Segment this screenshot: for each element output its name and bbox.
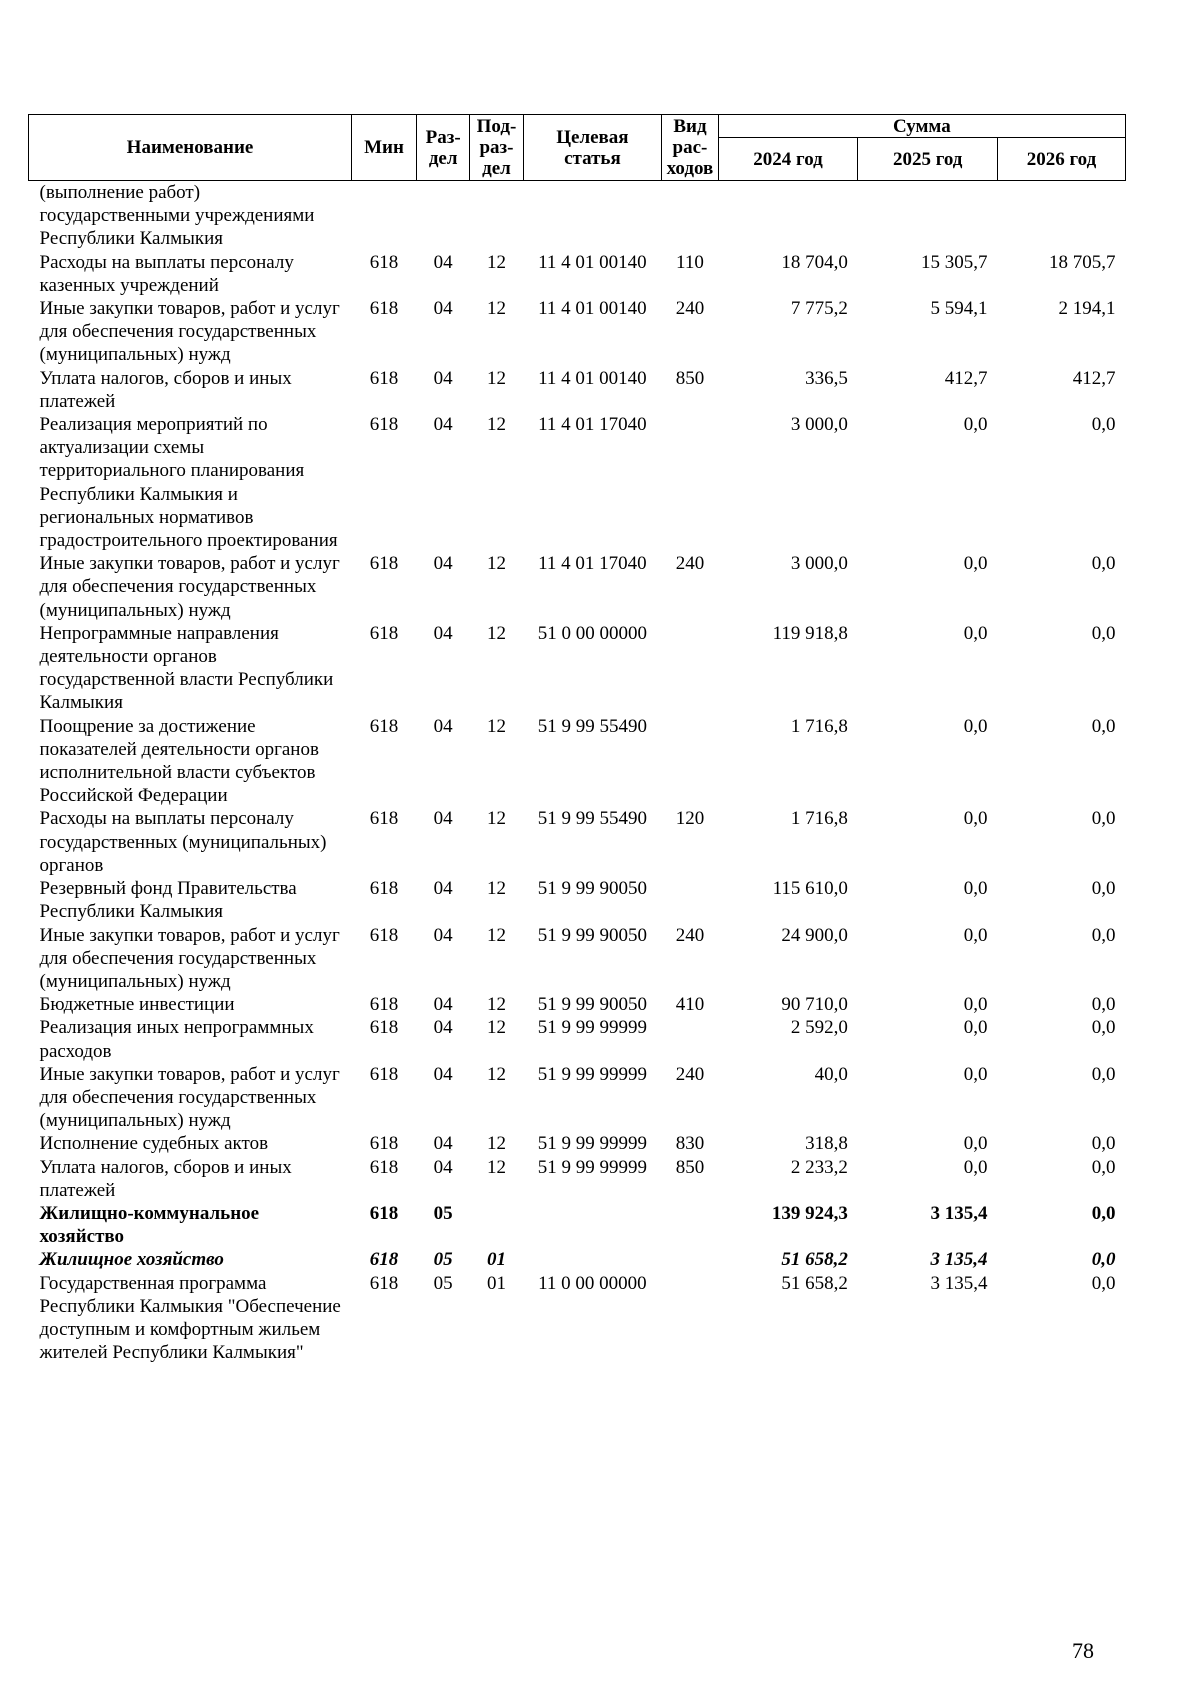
header-podrazdel: Под-раз-дел: [470, 115, 523, 181]
table-row: [29, 1156, 1126, 1202]
cell-2024: [718, 181, 858, 251]
cell-2024: 7 775,2: [790, 298, 848, 320]
cell-podrazdel: 12: [486, 1156, 506, 1178]
cell-expense-type: 240: [675, 298, 705, 320]
cell-razdel: 04: [433, 553, 453, 575]
cell-name: Резервный фонд Правительства Республики Калмыкия: [39, 878, 297, 923]
cell-2024: 51 658,2: [781, 1272, 848, 1294]
cell-2026: 0,0: [1091, 1017, 1116, 1039]
table-row: [29, 367, 1126, 413]
cell-2024: 2 233,2: [790, 1156, 848, 1178]
cell-name: Уплата налогов, сборов и иных платежей: [39, 367, 292, 412]
cell-expense-type: [662, 622, 719, 715]
header-target-article: Целевая статья: [523, 115, 662, 181]
table-header: [29, 115, 1126, 181]
header-name: Наименование: [29, 115, 352, 181]
table-row: [29, 622, 1126, 715]
cell-razdel: 04: [433, 414, 453, 436]
header-year-2025: 2025 год: [858, 138, 998, 181]
cell-razdel: 04: [433, 622, 453, 644]
cell-podrazdel: 01: [486, 1272, 506, 1294]
table-row: [29, 715, 1126, 808]
cell-target-article: 51 9 99 99999: [537, 1017, 648, 1039]
cell-expense-type: [662, 715, 719, 808]
cell-2026: 412,7: [1072, 367, 1116, 389]
cell-razdel: [417, 181, 470, 251]
cell-2025: 0,0: [963, 715, 988, 737]
budget-table-page: [28, 114, 1126, 1364]
page-number: 78: [1072, 1638, 1094, 1663]
cell-min: 618: [369, 1017, 399, 1039]
cell-2026: 0,0: [1091, 414, 1116, 436]
cell-razdel: 04: [433, 994, 453, 1016]
table-row: [29, 1063, 1126, 1133]
cell-name: Жилищное хозяйство: [39, 1249, 224, 1271]
cell-expense-type: [662, 1248, 719, 1271]
cell-min: 618: [369, 1202, 399, 1224]
cell-min: 618: [369, 298, 399, 320]
cell-razdel: 05: [433, 1249, 453, 1271]
cell-expense-type: 830: [675, 1133, 705, 1155]
cell-razdel: 04: [433, 251, 453, 273]
cell-2024: 51 658,2: [781, 1249, 848, 1271]
cell-2024: 115 610,0: [772, 878, 848, 900]
cell-2025: 15 305,7: [921, 251, 988, 273]
cell-2025: [858, 181, 998, 251]
cell-name: Реализация мероприятий по актуализации схемы территориального планирования Республики Калмыкия и региональных нормативов градостроительного проектирования: [39, 414, 338, 552]
cell-2026: 2 194,1: [1058, 298, 1116, 320]
cell-2025: 0,0: [963, 994, 988, 1016]
cell-2026: 0,0: [1091, 1156, 1116, 1178]
cell-min: 618: [369, 553, 399, 575]
table-row: [29, 1016, 1126, 1062]
cell-podrazdel: [470, 181, 523, 251]
cell-razdel: 04: [433, 924, 453, 946]
cell-razdel: 05: [433, 1202, 453, 1224]
cell-2026: [998, 181, 1126, 251]
cell-razdel: 04: [433, 1156, 453, 1178]
cell-name: (выполнение работ) государственными учреждениями Республики Калмыкия: [39, 182, 315, 250]
cell-expense-type: 850: [675, 367, 705, 389]
cell-podrazdel: 12: [486, 622, 506, 644]
cell-podrazdel: 12: [486, 808, 506, 830]
table-row: [29, 924, 1126, 994]
cell-name: Иные закупки товаров, работ и услуг для обеспечения государственных (муниципальных) нужд: [39, 298, 340, 366]
cell-2024: 2 592,0: [790, 1017, 848, 1039]
cell-2026: 0,0: [1091, 1202, 1116, 1224]
cell-2026: 0,0: [1091, 1272, 1116, 1294]
cell-target-article: 11 0 00 00000: [538, 1272, 647, 1294]
cell-name: Расходы на выплаты персоналу казенных учреждений: [39, 251, 294, 296]
cell-2025: 0,0: [963, 553, 988, 575]
cell-2025: 3 135,4: [930, 1249, 988, 1271]
cell-expense-type: [662, 181, 719, 251]
table-row: [29, 993, 1126, 1016]
cell-2025: 0,0: [963, 1063, 988, 1085]
cell-2026: 0,0: [1091, 622, 1116, 644]
cell-expense-type: 850: [675, 1156, 705, 1178]
cell-2024: 1 716,8: [790, 808, 848, 830]
cell-expense-type: [662, 1016, 719, 1062]
cell-podrazdel: 12: [486, 1063, 506, 1085]
cell-target-article: 11 4 01 00140: [538, 251, 647, 273]
cell-expense-type: [662, 1202, 719, 1248]
cell-2026: 0,0: [1091, 924, 1116, 946]
cell-podrazdel: 12: [486, 715, 506, 737]
cell-2025: 0,0: [963, 924, 988, 946]
cell-2026: 0,0: [1091, 808, 1116, 830]
cell-expense-type: 120: [675, 808, 705, 830]
table-row: [29, 807, 1126, 877]
cell-podrazdel: 01: [486, 1249, 506, 1271]
cell-razdel: 04: [433, 878, 453, 900]
cell-target-article: [523, 181, 662, 251]
cell-min: [352, 181, 417, 251]
cell-expense-type: [662, 1272, 719, 1365]
cell-2026: 0,0: [1091, 1249, 1116, 1271]
cell-target-article: 51 9 99 55490: [537, 808, 648, 830]
cell-podrazdel: 12: [486, 553, 506, 575]
cell-target-article: 51 9 99 90050: [537, 924, 648, 946]
cell-podrazdel: 12: [486, 251, 506, 273]
cell-min: 618: [369, 622, 399, 644]
cell-target-article: 51 9 99 99999: [537, 1133, 648, 1155]
cell-podrazdel: 12: [486, 367, 506, 389]
cell-name: Непрограммные направления деятельности органов государственной власти Республики Калмыкия: [39, 622, 334, 714]
cell-2024: 119 918,8: [772, 622, 848, 644]
cell-name: Бюджетные инвестиции: [39, 994, 235, 1016]
cell-2026: 0,0: [1091, 878, 1116, 900]
cell-target-article: [523, 1248, 662, 1271]
cell-target-article: 11 4 01 00140: [538, 367, 647, 389]
cell-expense-type: [662, 413, 719, 552]
cell-expense-type: 240: [675, 924, 705, 946]
cell-2026: 0,0: [1091, 715, 1116, 737]
cell-name: Уплата налогов, сборов и иных платежей: [39, 1156, 292, 1201]
cell-expense-type: 240: [675, 553, 705, 575]
header-year-2024: 2024 год: [718, 138, 858, 181]
cell-name: Иные закупки товаров, работ и услуг для обеспечения государственных (муниципальных) нужд: [39, 924, 340, 992]
cell-2026: 0,0: [1091, 1133, 1116, 1155]
cell-expense-type: 410: [675, 994, 705, 1016]
cell-min: 618: [369, 1249, 399, 1271]
cell-min: 618: [369, 994, 399, 1016]
header-year-2026: 2026 год: [998, 138, 1126, 181]
cell-expense-type: 110: [676, 251, 704, 273]
cell-name: Государственная программа Республики Калмыкия "Обеспечение доступным и комфортным жильем жителей Республики Калмыкия": [39, 1272, 341, 1364]
cell-min: 618: [369, 808, 399, 830]
cell-2026: 0,0: [1091, 994, 1116, 1016]
cell-expense-type: [662, 877, 719, 923]
cell-min: 618: [369, 367, 399, 389]
cell-min: 618: [369, 1272, 399, 1294]
cell-2025: 0,0: [963, 878, 988, 900]
cell-2024: 3 000,0: [790, 553, 848, 575]
cell-2025: 5 594,1: [930, 298, 988, 320]
cell-min: 618: [369, 715, 399, 737]
cell-min: 618: [369, 1063, 399, 1085]
cell-name: Исполнение судебных актов: [39, 1133, 269, 1155]
cell-2024: 318,8: [805, 1133, 848, 1155]
cell-2025: 0,0: [963, 1156, 988, 1178]
cell-2025: 0,0: [963, 1133, 988, 1155]
table-row: [29, 297, 1126, 367]
cell-target-article: 51 9 99 99999: [537, 1156, 648, 1178]
cell-2024: 336,5: [805, 367, 848, 389]
cell-podrazdel: [470, 1202, 523, 1248]
cell-2026: 18 705,7: [1049, 251, 1116, 273]
cell-2025: 3 135,4: [930, 1202, 988, 1224]
cell-razdel: 04: [433, 808, 453, 830]
cell-2024: 24 900,0: [781, 924, 848, 946]
cell-2025: 412,7: [944, 367, 988, 389]
cell-2026: 0,0: [1091, 553, 1116, 575]
header-expense-type: Вид рас-ходов: [662, 115, 719, 181]
cell-2024: 1 716,8: [790, 715, 848, 737]
cell-razdel: 04: [433, 367, 453, 389]
cell-2025: 0,0: [963, 622, 988, 644]
header-min: Мин: [352, 115, 417, 181]
cell-podrazdel: 12: [486, 1133, 506, 1155]
cell-2026: 0,0: [1091, 1063, 1116, 1085]
cell-target-article: 11 4 01 17040: [538, 553, 647, 575]
cell-2024: 18 704,0: [781, 251, 848, 273]
table-row: [29, 1132, 1126, 1155]
cell-min: 618: [369, 1133, 399, 1155]
cell-min: 618: [369, 924, 399, 946]
cell-target-article: 11 4 01 00140: [538, 298, 647, 320]
cell-min: 618: [369, 1156, 399, 1178]
cell-name: Расходы на выплаты персоналу государственных (муниципальных) органов: [39, 808, 327, 876]
cell-podrazdel: 12: [486, 878, 506, 900]
cell-razdel: 05: [433, 1272, 453, 1294]
header-sum: Сумма: [718, 115, 1125, 138]
cell-2024: 3 000,0: [790, 414, 848, 436]
table-row: [29, 1272, 1126, 1365]
cell-podrazdel: 12: [486, 414, 506, 436]
cell-podrazdel: 12: [486, 994, 506, 1016]
cell-min: 618: [369, 878, 399, 900]
cell-name: Иные закупки товаров, работ и услуг для обеспечения государственных (муниципальных) нужд: [39, 1063, 340, 1132]
table-row: [29, 413, 1126, 552]
cell-podrazdel: 12: [486, 298, 506, 320]
cell-razdel: 04: [433, 1017, 453, 1039]
cell-target-article: 51 9 99 90050: [537, 878, 648, 900]
cell-target-article: [523, 1202, 662, 1248]
cell-razdel: 04: [433, 715, 453, 737]
header-razdel: Раз-дел: [417, 115, 470, 181]
cell-name: Реализация иных непрограммных расходов: [39, 1017, 314, 1062]
cell-2025: 0,0: [963, 808, 988, 830]
table-body: [29, 181, 1126, 1365]
budget-table: [28, 114, 1126, 1364]
cell-target-article: 51 9 99 99999: [537, 1063, 648, 1085]
cell-expense-type: 240: [675, 1063, 705, 1085]
table-row: [29, 1202, 1126, 1248]
cell-target-article: 51 9 99 55490: [537, 715, 648, 737]
cell-min: 618: [369, 251, 399, 273]
cell-min: 618: [369, 414, 399, 436]
cell-2025: 0,0: [963, 414, 988, 436]
cell-target-article: 51 0 00 00000: [537, 622, 648, 644]
cell-podrazdel: 12: [486, 1017, 506, 1039]
cell-razdel: 04: [433, 1063, 453, 1085]
cell-razdel: 04: [433, 1133, 453, 1155]
cell-2024: 139 924,3: [771, 1202, 848, 1224]
table-row: [29, 552, 1126, 622]
cell-razdel: 04: [433, 298, 453, 320]
cell-name: Иные закупки товаров, работ и услуг для обеспечения государственных (муниципальных) нужд: [39, 553, 340, 621]
cell-2024: 40,0: [814, 1063, 848, 1085]
cell-2025: 3 135,4: [930, 1272, 988, 1294]
cell-2024: 90 710,0: [781, 994, 848, 1016]
cell-podrazdel: 12: [486, 924, 506, 946]
table-row: [29, 181, 1126, 251]
table-row: [29, 877, 1126, 923]
cell-target-article: 11 4 01 17040: [538, 414, 647, 436]
cell-name: Поощрение за достижение показателей деятельности органов исполнительной власти субъектов Российской Федерации: [39, 715, 319, 807]
table-row: [29, 1248, 1126, 1271]
table-row: [29, 251, 1126, 297]
cell-2025: 0,0: [963, 1017, 988, 1039]
cell-target-article: 51 9 99 90050: [537, 994, 648, 1016]
cell-name: Жилищно-коммунальное хозяйство: [39, 1202, 260, 1248]
